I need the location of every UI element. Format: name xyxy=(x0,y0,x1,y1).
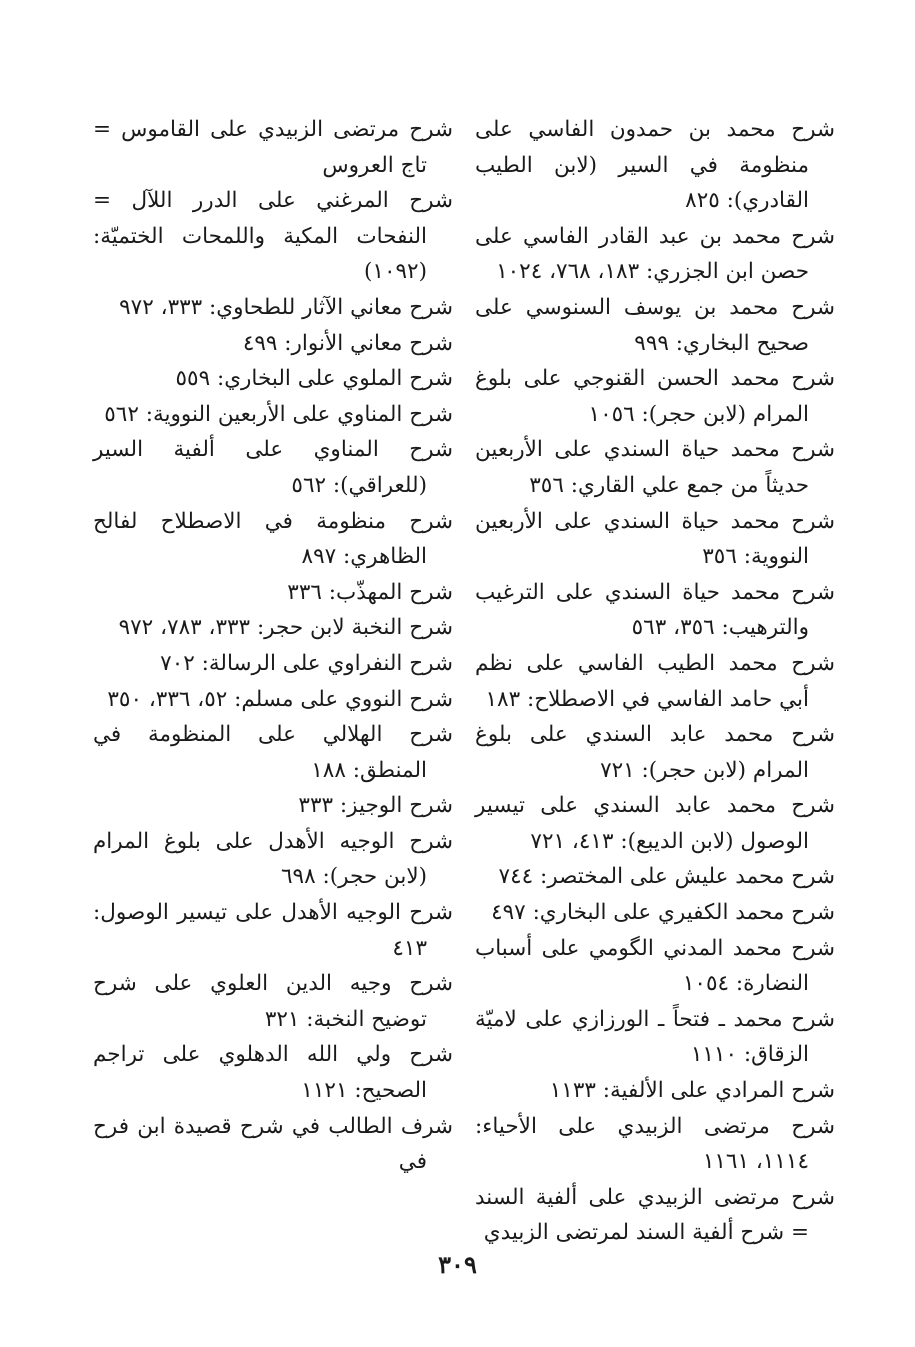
index-entry: شرح محمد الكفيري على البخاري: ٤٩٧ xyxy=(491,900,835,926)
index-entry: شرح الوجيز: ٣٣٣ xyxy=(298,793,453,819)
left-column xyxy=(93,112,453,1180)
index-entry: شرح محمد الطيب الفاسي على نظم أبي حامد الفاسي في الاصطلاح: ١٨٣ xyxy=(475,650,835,712)
index-entry: شرح الملوي على البخاري: ٥٥٩ xyxy=(175,366,453,392)
index-entry: شرح معاني الأنوار: ٤٩٩ xyxy=(242,330,453,356)
index-entry: شرح محمد عليش على المختصر: ٧٤٤ xyxy=(498,864,835,890)
index-entry: شرح الوجيه الأهدل على بلوغ المرام (لابن حجر): ٦٩٨ xyxy=(93,828,453,890)
index-entry: شرح النخبة لابن حجر: ٣٣٣، ٧٨٣، ٩٧٢ xyxy=(118,615,453,641)
index-entry: شرح محمد المدني الگومي على أسباب النضارة: ١٠٥٤ xyxy=(475,935,835,997)
index-entry: شرح الهلالي على المنظومة في المنطق: ١٨٨ xyxy=(93,722,453,783)
index-entry: شرح محمد حياة السندي على الترغيب والترهيب: ٣٥٦، ٥٦٣ xyxy=(475,579,835,641)
index-entry: شرح معاني الآثار للطحاوي: ٣٣٣، ٩٧٢ xyxy=(119,294,453,320)
index-entry: شرح المناوي على الأربعين النووية: ٥٦٢ xyxy=(104,401,453,427)
index-entry: شرح النووي على مسلم: ٥٢، ٣٣٦، ٣٥٠ xyxy=(107,686,453,712)
index-entry: شرح مرتضى الزبيدي على القاموس = تاج العروس xyxy=(93,117,453,178)
index-entry: شرح محمد عابد السندي على بلوغ المرام (لابن حجر): ٧٢١ xyxy=(475,722,835,783)
index-entry: شرح المرغني على الدرر اللآل = النفحات المكية واللمحات الختميّة: (١٠٩٢) xyxy=(93,188,453,285)
index-entry: شرح محمد بن يوسف السنوسي على صحيح البخاري: ٩٩٩ xyxy=(475,294,835,356)
index-entry: شرح محمد بن عبد القادر الفاسي على حصن ابن الجزري: ١٨٣، ٧٦٨، ١٠٢٤ xyxy=(475,223,835,285)
index-entry: شرح محمد بن حمدون الفاسي على منظومة في السير (لابن الطيب القادري): ٨٢٥ xyxy=(475,117,835,214)
index-entry: شرح محمد عابد السندي على تيسير الوصول (لابن الديبع): ٤١٣، ٧٢١ xyxy=(475,793,835,854)
index-entry: شرح ولي الله الدهلوي على تراجم الصحيح: ١١٢١ xyxy=(93,1042,453,1104)
index-entry: شرح مرتضى الزبيدي على الأحياء: ١١١٤، ١١٦١ xyxy=(475,1113,835,1175)
index-entry: شرح وجيه الدين العلوي على شرح توضيح النخبة: ٣٢١ xyxy=(93,971,453,1032)
index-entry: شرف الطالب في شرح قصيدة ابن فرح في xyxy=(93,1113,453,1175)
index-entry: شرح النفراوي على الرسالة: ٧٠٢ xyxy=(160,650,453,676)
index-entry: شرح مرتضى الزبيدي على ألفية السند = شرح ألفية السند لمرتضى الزبيدي xyxy=(475,1184,835,1246)
page-number: ٣٠٩ xyxy=(438,1250,477,1279)
index-entry: شرح محمد حياة السندي على الأربعين النووية: ٣٥٦ xyxy=(475,508,835,570)
index-entry: شرح المناوي على ألفية السير (للعراقي): ٥٦٢ xyxy=(93,437,453,498)
index-entry: شرح محمد ـ فتحاً ـ الورزازي على لاميّة الزقاق: ١١١٠ xyxy=(475,1006,835,1068)
index-entry: شرح محمد الحسن القنوجي على بلوغ المرام (لابن حجر): ١٠٥٦ xyxy=(475,366,835,427)
index-entry: شرح محمد حياة السندي على الأربعين حديثاً من جمع علي القاري: ٣٥٦ xyxy=(475,437,835,498)
index-entry: شرح المهذّب: ٣٣٦ xyxy=(287,579,453,605)
index-entry: شرح الوجيه الأهدل على تيسير الوصول: ٤١٣ xyxy=(93,900,453,961)
index-entry: شرح المرادي على الألفية: ١١٣٣ xyxy=(549,1078,835,1104)
index-entry: شرح منظومة في الاصطلاح لفالح الظاهري: ٨٩٧ xyxy=(93,508,453,570)
right-column xyxy=(475,112,835,1251)
